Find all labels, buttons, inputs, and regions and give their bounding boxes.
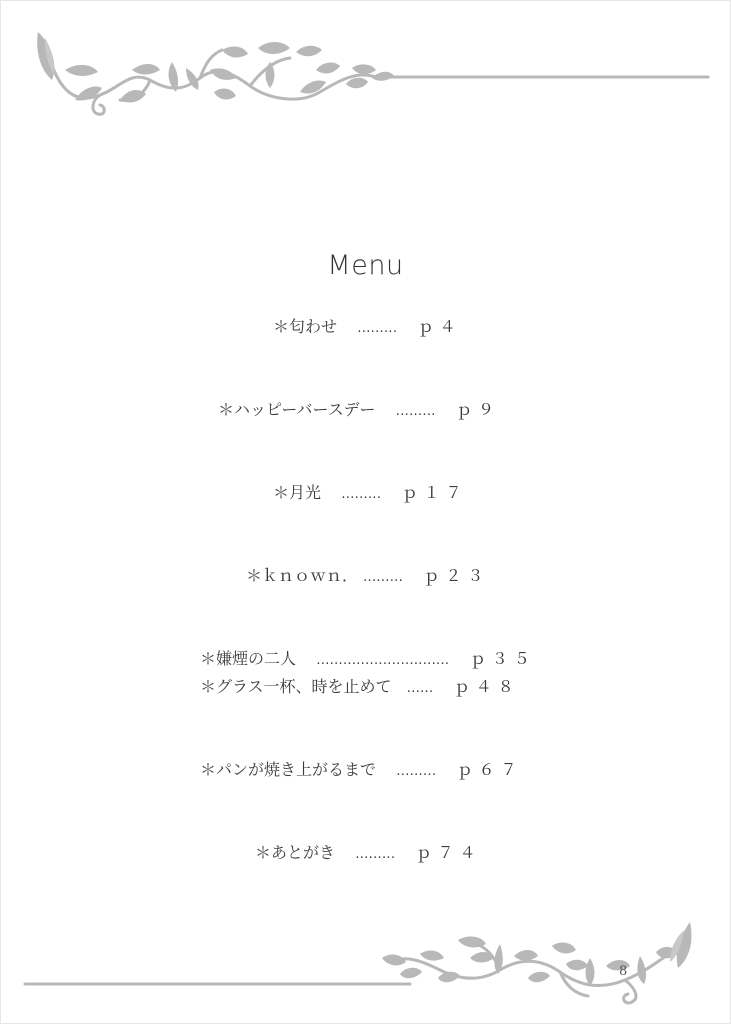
entry-page: ｐ４８ <box>453 677 520 696</box>
entry-leader-dots: ......... <box>357 321 398 336</box>
page-number: 8 <box>619 964 628 979</box>
entry-label: ＊グラス一杯、時を止めて <box>200 677 392 696</box>
entry-page: ｐ４ <box>417 317 462 336</box>
top-vine-ornament <box>0 0 731 140</box>
menu-entry <box>200 760 523 782</box>
entry-leader-dots: .............................. <box>316 653 450 668</box>
entry-page: ｐ７４ <box>415 843 482 862</box>
menu-entry <box>246 566 489 588</box>
entry-page: ｐ２３ <box>423 566 490 585</box>
menu-entry <box>218 400 500 422</box>
entry-label: ＊月光 <box>273 483 322 502</box>
entry-leader-dots: ......... <box>396 764 437 779</box>
entry-page: ｐ９ <box>456 400 501 419</box>
menu-entry <box>273 317 462 339</box>
menu-entry <box>255 843 482 865</box>
entry-label: ＊匂わせ <box>273 317 338 336</box>
bottom-vine-ornament <box>0 900 731 1024</box>
entry-page: ｐ３５ <box>469 649 536 668</box>
entry-leader-dots: ......... <box>341 487 382 502</box>
entry-page: ｐ１７ <box>401 483 468 502</box>
menu-entry <box>200 649 536 671</box>
entry-label: ＊ハッピーバースデー <box>218 400 376 419</box>
menu-entry <box>200 677 520 699</box>
menu-title: Menu <box>327 250 404 282</box>
entry-leader-dots: ......... <box>363 570 404 585</box>
entry-leader-dots: ...... <box>406 681 434 696</box>
entry-label: ＊パンが焼き上がるまで <box>200 760 377 779</box>
entry-leader-dots: ......... <box>355 847 396 862</box>
entry-leader-dots: ......... <box>395 404 436 419</box>
entry-label: ＊ｋｎｏｗｎ． <box>246 566 359 585</box>
entry-label: ＊嫌煙の二人 <box>200 649 297 668</box>
entry-label: ＊あとがき <box>255 843 336 862</box>
entry-page: ｐ６７ <box>456 760 523 779</box>
menu-entry <box>273 483 468 505</box>
